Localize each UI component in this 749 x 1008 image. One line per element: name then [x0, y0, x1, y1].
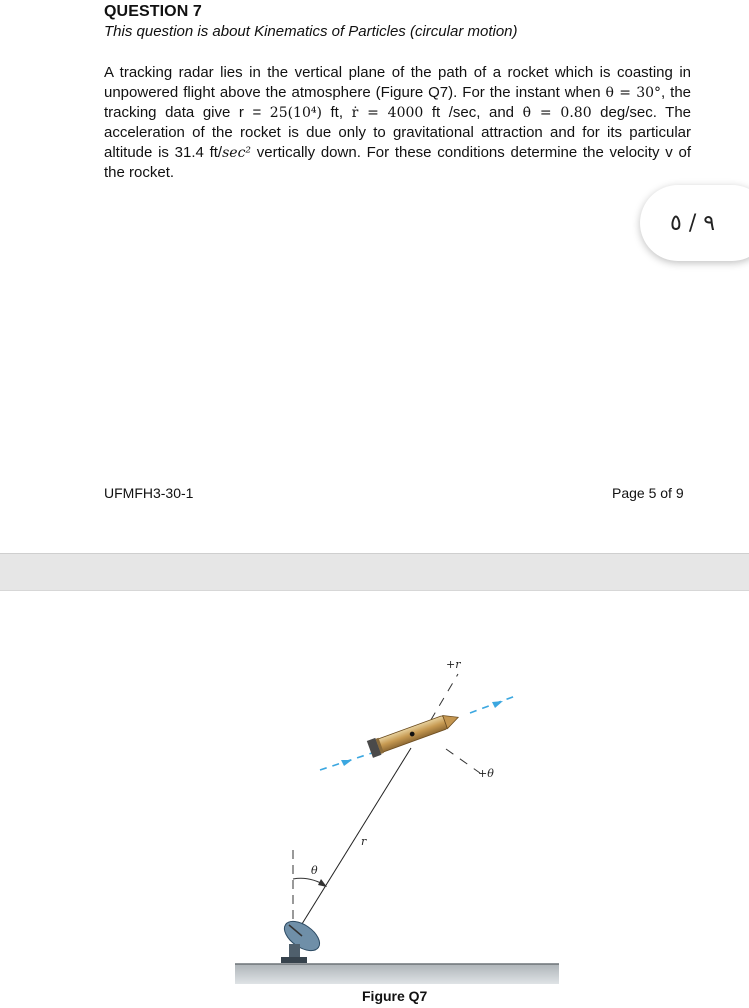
plus-theta-direction	[446, 749, 480, 773]
page-separator	[0, 553, 749, 591]
r-value: 25(10⁴)	[269, 105, 322, 121]
question-subtitle: This question is about Kinematics of Particles (circular motion)	[104, 23, 518, 40]
paragraph-text: deg/sec. The acceleration of the rocket is due only to gravitational attraction and for its particular altitude is 31.4 ft/	[104, 104, 692, 161]
plus-theta-label: +θ	[478, 767, 494, 780]
radar-mount	[289, 944, 300, 958]
module-code: UFMFH3-30-1	[104, 485, 194, 501]
theta-value: θ = 30°	[605, 85, 662, 101]
rocket	[367, 709, 461, 758]
ground	[235, 964, 559, 984]
paragraph-text: A tracking radar lies in the vertical plane of the path of a rocket which is coasting in unpowered flight above the atmosphere (Figure Q7). For the instant when	[104, 64, 691, 101]
radar-dish	[279, 916, 324, 963]
paragraph-text: ft,	[321, 104, 352, 121]
thetadot-value: θ̇ = 0.80	[522, 105, 592, 121]
rdot-value: ṙ = 4000	[351, 105, 424, 121]
trajectory-arrow-left	[341, 760, 352, 766]
annotation-text: ٩ / ٥	[670, 210, 716, 236]
r-label: r	[361, 835, 367, 848]
trajectory-arrow-right	[492, 701, 503, 708]
question-title: QUESTION 7	[104, 3, 202, 20]
question-paragraph	[104, 63, 691, 183]
figure-caption: Figure Q7	[362, 988, 428, 1004]
plus-r-label: +r	[446, 658, 461, 671]
theta-label: θ	[311, 864, 318, 877]
figure-q7	[0, 590, 749, 1008]
radar-base	[281, 957, 307, 963]
handwritten-score-annotation	[640, 185, 749, 261]
paragraph-text: , the tracking data give r =	[104, 84, 691, 121]
paragraph-text: ft /sec, and	[423, 104, 523, 121]
paragraph-text: vertically down. For these conditions determine the velocity v of the rocket.	[104, 144, 691, 181]
theta-arc-arrowhead	[318, 879, 327, 887]
sec-squared: sec²	[222, 145, 252, 161]
page-number: Page 5 of 9	[612, 485, 684, 501]
r-line	[297, 748, 411, 932]
